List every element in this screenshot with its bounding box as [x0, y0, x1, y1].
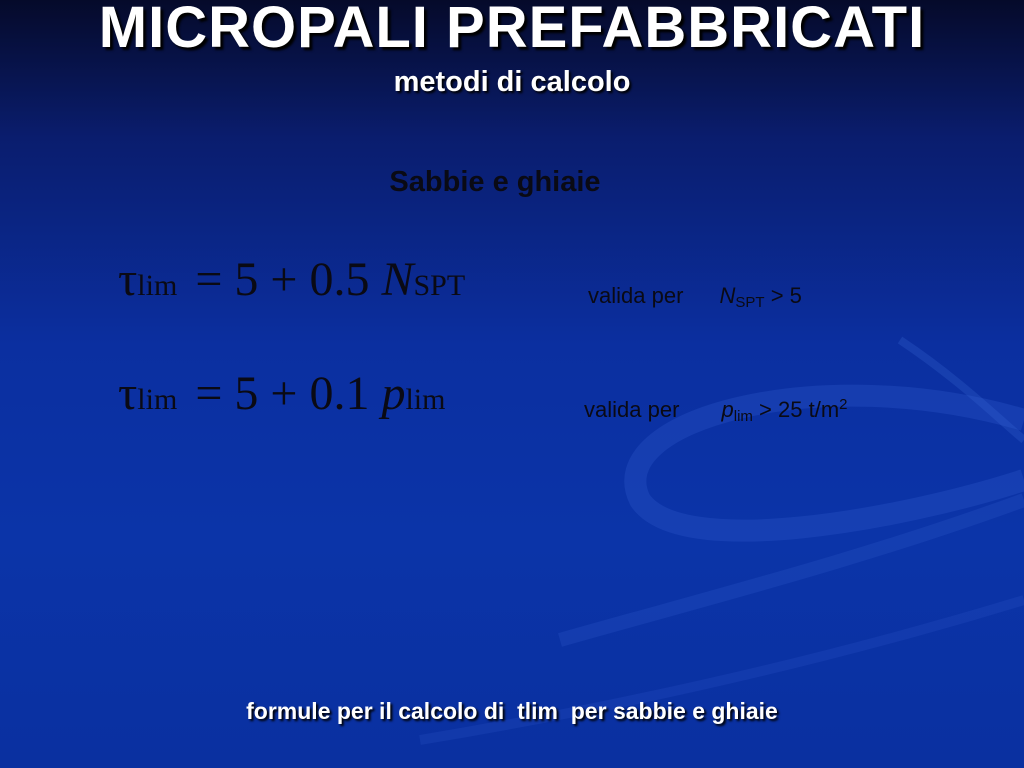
- formula-2-tau: τ: [118, 367, 138, 420]
- formula-2-cond-var: p: [721, 397, 734, 422]
- formula-2: [118, 366, 445, 421]
- formula-2-lhs-sub: lim: [137, 383, 178, 416]
- slide-title: MICROPALI PREFABBRICATI: [98, 0, 926, 60]
- formula-2-cond-text: valida per: [584, 397, 680, 422]
- formula-2-cond-sub: lim: [733, 408, 753, 425]
- formula-2-cond-tail: > 25 t/m: [752, 397, 840, 422]
- formula-2-var-sub: lim: [405, 383, 446, 416]
- formula-1-var-sub: SPT: [413, 269, 466, 302]
- formula-1-cond-tail: > 5: [764, 283, 802, 308]
- formula-1-condition: [588, 282, 802, 311]
- formula-2-var: p: [381, 367, 406, 420]
- formula-2-cond-sup: 2: [839, 396, 848, 413]
- slide-subtitle: metodi di calcolo: [393, 66, 631, 98]
- formula-2-condition: [584, 396, 848, 425]
- formula-1-tau: τ: [118, 253, 138, 306]
- formula-1-cond-var: N: [719, 283, 736, 308]
- formula-1-rhs: = 5 + 0.5: [195, 253, 382, 306]
- section-heading: Sabbie e ghiaie: [389, 166, 601, 198]
- formula-1-cond-text: valida per: [588, 283, 684, 308]
- formula-1-lhs-sub: lim: [137, 269, 178, 302]
- slide-caption: formule per il calcolo di tlim per sabbie e ghiaie: [246, 698, 778, 724]
- formula-2-rhs: = 5 + 0.1: [195, 367, 382, 420]
- formula-1-var: N: [381, 253, 414, 306]
- formula-1: [118, 252, 465, 307]
- formula-1-cond-sub: SPT: [735, 294, 765, 311]
